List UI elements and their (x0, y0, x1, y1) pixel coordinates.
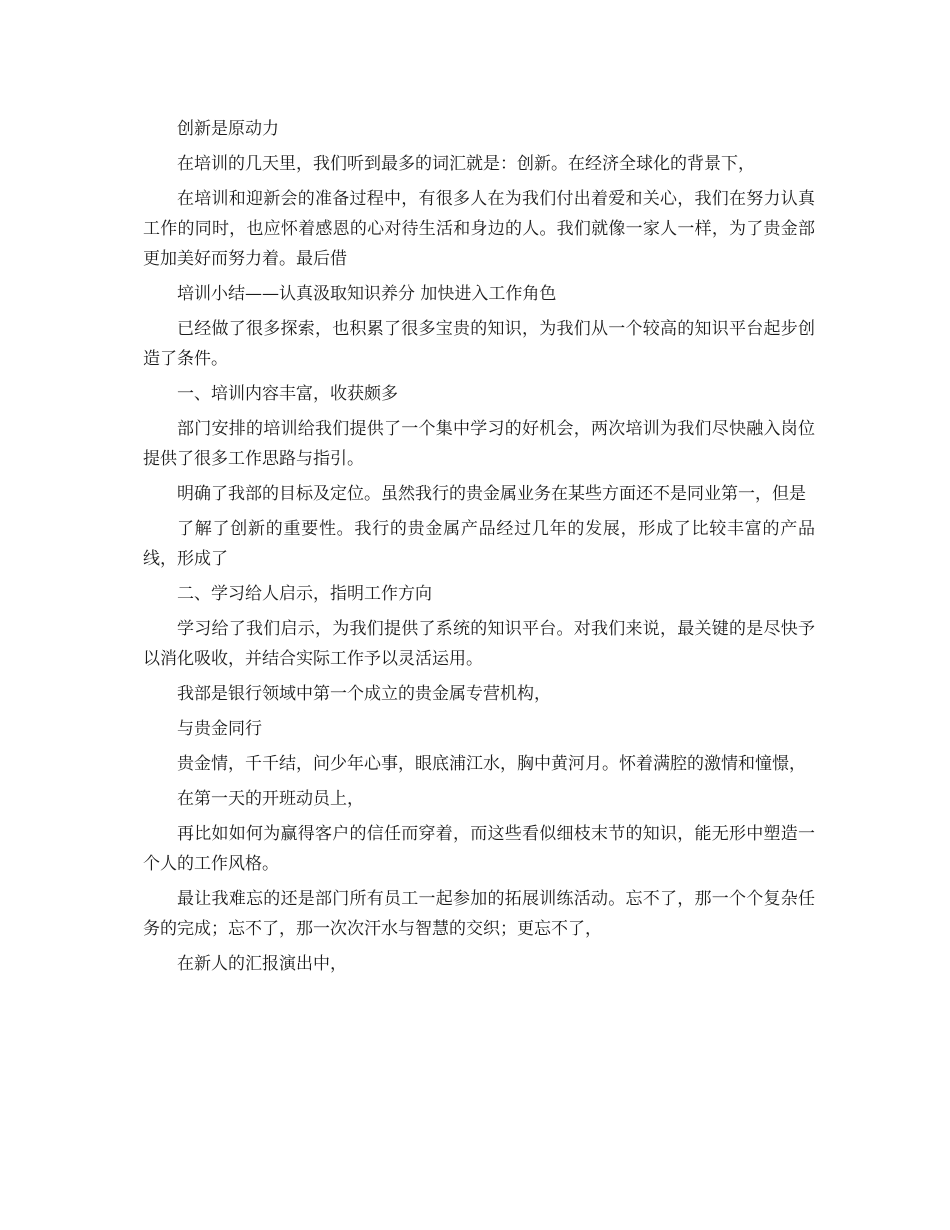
paragraph: 已经做了很多探索，也积累了很多宝贵的知识，为我们从一个较高的知识平台起步创造了条件。 (143, 319, 815, 369)
paragraph: 学习给了我们启示，为我们提供了系统的知识平台。对我们来说，最关键的是尽快予以消化吸收，并结合实际工作予以灵活运用。 (143, 619, 815, 669)
paragraph: 在培训的几天里，我们听到最多的词汇就是：创新。在经济全球化的背景下， (177, 154, 755, 174)
paragraph: 部门安排的培训给我们提供了一个集中学习的好机会，两次培训为我们尽快融入岗位提供了很多工作思路与指引。 (143, 419, 815, 469)
paragraph: 最让我难忘的还是部门所有员工一起参加的拓展训练活动。忘不了，那一个个复杂任务的完成；忘不了，那一次次汗水与智慧的交织；更忘不了， (143, 889, 815, 939)
paragraph: 我部是银行领域中第一个成立的贵金属专营机构， (177, 684, 551, 704)
paragraph: 再比如如何为赢得客户的信任而穿着，而这些看似细枝末节的知识，能无形中塑造一个人的工作风格。 (143, 824, 815, 874)
paragraph-heading-section-one: 一、培训内容丰富，收获颇多 (177, 384, 398, 404)
paragraph: 明确了我部的目标及定位。虽然我行的贵金属业务在某些方面还不是同业第一，但是 (177, 484, 806, 504)
paragraph: 在培训和迎新会的准备过程中，有很多人在为我们付出着爱和关心，我们在努力认真工作的同时，也应怀着感恩的心对待生活和身边的人。我们就像一家人一样，为了贵金部更加美好而努力着。最后借 (143, 189, 815, 269)
paragraph: 在新人的汇报演出中， (177, 954, 347, 974)
paragraph-heading-section-two: 二、学习给人启示，指明工作方向 (177, 584, 432, 604)
paragraph-heading-with-precious-metals: 与贵金同行 (177, 719, 262, 739)
paragraph: 贵金情，千千结，问少年心事，眼底浦江水，胸中黄河月。怀着满腔的激情和憧憬， (177, 754, 806, 774)
paragraph-heading-training-summary: 培训小结——认真汲取知识养分 加快进入工作角色 (177, 284, 557, 304)
document-body (143, 114, 815, 984)
paragraph: 了解了创新的重要性。我行的贵金属产品经过几年的发展，形成了比较丰富的产品线，形成了 (143, 519, 815, 569)
paragraph: 在第一天的开班动员上， (177, 789, 364, 809)
paragraph-heading-innovation: 创新是原动力 (177, 119, 279, 139)
